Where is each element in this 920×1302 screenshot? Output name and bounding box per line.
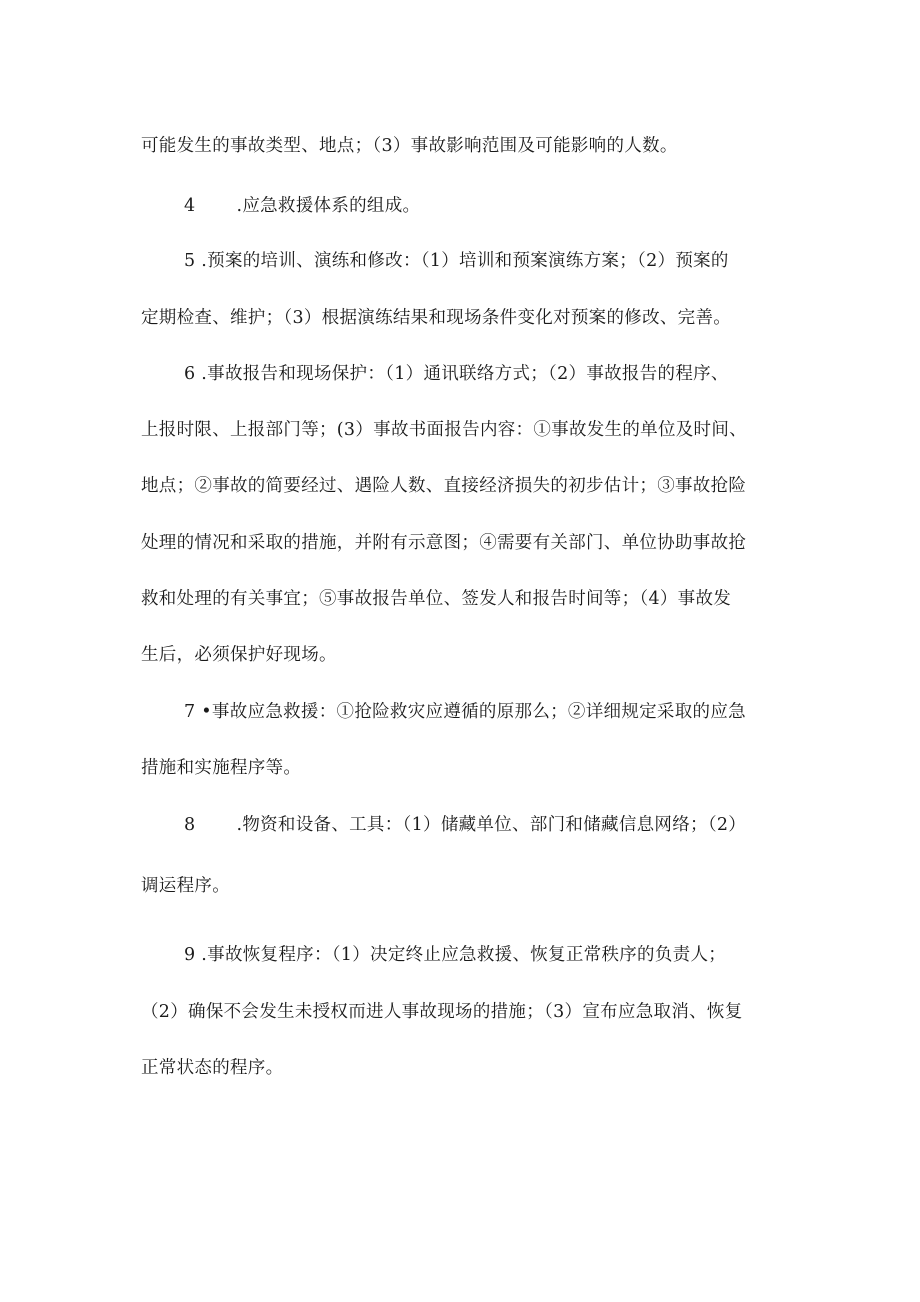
text-line: 6 .事故报告和现场保护：（1）通讯联络方式；（2）事故报告的程序、 bbox=[184, 364, 729, 384]
text-line: 生后，必须保护好现场。 bbox=[141, 645, 337, 665]
text-line: 正常状态的程序。 bbox=[141, 1058, 284, 1078]
text-line: 地点；②事故的简要经过、遇险人数、直接经济损失的初步估计；③事故抢险 bbox=[141, 476, 747, 496]
text-line: 定期检查、维护；（3）根据演练结果和现场条件变化对预案的修改、完善。 bbox=[141, 308, 732, 328]
text-line: 4 .应急救援体系的组成。 bbox=[184, 196, 421, 216]
text-line: 7 •事故应急救援：①抢险救灾应遵循的原那么；②详细规定采取的应急 bbox=[184, 702, 746, 722]
text-line: 8 .物资和设备、工具：（1）储藏单位、部门和储藏信息网络；（2） bbox=[184, 815, 747, 835]
text-line: 措施和实施程序等。 bbox=[141, 758, 302, 778]
text-line: 5 .预案的培训、演练和修改：（1）培训和预案演练方案；（2）预案的 bbox=[184, 251, 729, 271]
text-line: 救和处理的有关事宜；⑤事故报告单位、签发人和报告时间等；（4）事故发 bbox=[141, 589, 732, 609]
text-line: 处理的情况和采取的措施，并附有示意图；④需要有关部门、单位协助事故抢 bbox=[141, 533, 747, 553]
text-line: 上报时限、上报部门等；(3）事故书面报告内容：①事故发生的单位及时间、 bbox=[141, 420, 747, 440]
text-line: 调运程序。 bbox=[141, 876, 230, 896]
text-line: 可能发生的事故类型、地点；（3）事故影响范围及可能影响的人数。 bbox=[141, 136, 678, 156]
text-line: （2）确保不会发生未授权而进人事故现场的措施；（3）宣布应急取消、恢复 bbox=[141, 1002, 743, 1022]
text-line: 9 .事故恢复程序：（1）决定终止应急救援、恢复正常秩序的负责人； bbox=[184, 945, 727, 965]
